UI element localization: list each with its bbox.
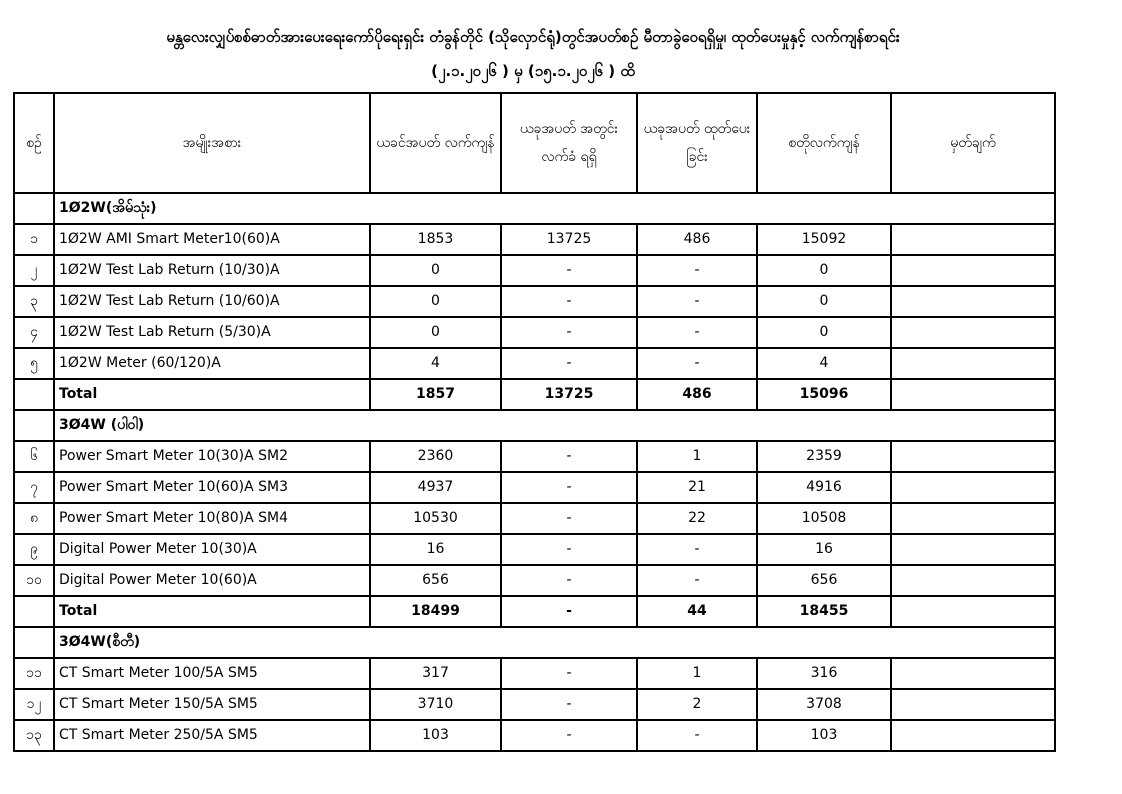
total-no-cell [14, 379, 54, 410]
issued: 21 [637, 472, 757, 503]
col-header-no: စဉ် [14, 93, 54, 193]
table-row [14, 689, 1055, 720]
row-number: ၈ [14, 503, 54, 534]
prev-balance: 3710 [370, 689, 501, 720]
store-balance: 4916 [757, 472, 891, 503]
table-row [14, 565, 1055, 596]
col-header-type: အမျိုးအစား [54, 93, 370, 193]
prev-balance: 16 [370, 534, 501, 565]
row-number: ၁၂ [14, 689, 54, 720]
total-received: 13725 [501, 379, 637, 410]
store-balance: 15092 [757, 224, 891, 255]
prev-balance: 0 [370, 317, 501, 348]
table-header-row [14, 93, 1055, 193]
document-title: မန္တလေးလျှပ်စစ်ဓာတ်အားပေးရေးကော်ပိုရေးရှင်း တံခွန်တိုင် (သိုလှောင်ရုံ)တွင်အပတ်စဉ် မီတာခွဲဝေရရှိမှု၊ ထုတ်ပေးမှုနှင့် လက်ကျန်စာရင်း [166, 28, 900, 46]
remark [891, 565, 1055, 596]
remark [891, 658, 1055, 689]
col-header-issued: ယခုအပတ် ထုတ်ပေးခြင်း [637, 93, 757, 193]
table-row [14, 348, 1055, 379]
received: - [501, 565, 637, 596]
col-header-prev-balance: ယခင်အပတ် လက်ကျန် [370, 93, 501, 193]
total-label: Total [54, 596, 370, 627]
issued: - [637, 286, 757, 317]
section-heading-row [14, 193, 1055, 224]
store-balance: 16 [757, 534, 891, 565]
total-prev-balance: 18499 [370, 596, 501, 627]
total-remark [891, 379, 1055, 410]
total-label: Total [54, 379, 370, 410]
table-row [14, 720, 1055, 751]
received: - [501, 720, 637, 751]
remark [891, 534, 1055, 565]
issued: 2 [637, 689, 757, 720]
section-no-cell [14, 410, 54, 441]
received: - [501, 534, 637, 565]
meter-type: CT Smart Meter 100/5A SM5 [54, 658, 370, 689]
issued: - [637, 534, 757, 565]
table-row [14, 224, 1055, 255]
row-number: ၉ [14, 534, 54, 565]
prev-balance: 656 [370, 565, 501, 596]
received: - [501, 503, 637, 534]
meter-type: Power Smart Meter 10(30)A SM2 [54, 441, 370, 472]
remark [891, 472, 1055, 503]
table-row [14, 503, 1055, 534]
issued: - [637, 348, 757, 379]
received: - [501, 317, 637, 348]
received: - [501, 286, 637, 317]
received: - [501, 441, 637, 472]
store-balance: 3708 [757, 689, 891, 720]
row-number: ၃ [14, 286, 54, 317]
meter-type: 1Ø2W Meter (60/120)A [54, 348, 370, 379]
remark [891, 689, 1055, 720]
remark [891, 224, 1055, 255]
meter-type: CT Smart Meter 250/5A SM5 [54, 720, 370, 751]
total-store-balance: 15096 [757, 379, 891, 410]
section-heading: 3Ø4W (ပါဝါ) [54, 410, 1055, 441]
prev-balance: 1853 [370, 224, 501, 255]
table-row [14, 286, 1055, 317]
remark [891, 255, 1055, 286]
total-row [14, 379, 1055, 410]
remark [891, 503, 1055, 534]
issued: - [637, 565, 757, 596]
meter-type: 1Ø2W Test Lab Return (5/30)A [54, 317, 370, 348]
received: 13725 [501, 224, 637, 255]
received: - [501, 472, 637, 503]
remark [891, 720, 1055, 751]
remark [891, 317, 1055, 348]
meter-type: 1Ø2W AMI Smart Meter10(60)A [54, 224, 370, 255]
store-balance: 656 [757, 565, 891, 596]
store-balance: 4 [757, 348, 891, 379]
meter-type: 1Ø2W Test Lab Return (10/30)A [54, 255, 370, 286]
store-balance: 10508 [757, 503, 891, 534]
remark [891, 348, 1055, 379]
prev-balance: 0 [370, 255, 501, 286]
received: - [501, 689, 637, 720]
row-number: ၁၃ [14, 720, 54, 751]
prev-balance: 0 [370, 286, 501, 317]
total-received: - [501, 596, 637, 627]
received: - [501, 348, 637, 379]
row-number: ၅ [14, 348, 54, 379]
issued: - [637, 720, 757, 751]
col-header-remark: မှတ်ချက် [891, 93, 1055, 193]
prev-balance: 4937 [370, 472, 501, 503]
total-row [14, 596, 1055, 627]
meter-type: Digital Power Meter 10(30)A [54, 534, 370, 565]
issued: 1 [637, 441, 757, 472]
store-balance: 103 [757, 720, 891, 751]
prev-balance: 2360 [370, 441, 501, 472]
row-number: ၂ [14, 255, 54, 286]
prev-balance: 103 [370, 720, 501, 751]
received: - [501, 658, 637, 689]
col-header-received: ယခုအပတ် အတွင်းလက်ခံ ရရှိ [501, 93, 637, 193]
meter-type: Power Smart Meter 10(80)A SM4 [54, 503, 370, 534]
section-no-cell [14, 627, 54, 658]
section-heading: 3Ø4W(စီတီ) [54, 627, 1055, 658]
store-balance: 2359 [757, 441, 891, 472]
row-number: ၁ [14, 224, 54, 255]
prev-balance: 10530 [370, 503, 501, 534]
meter-type: Digital Power Meter 10(60)A [54, 565, 370, 596]
table-row [14, 534, 1055, 565]
issued: - [637, 255, 757, 286]
store-balance: 0 [757, 317, 891, 348]
store-balance: 316 [757, 658, 891, 689]
date-range: (၂.၁.၂၀၂၆ ) မှ (၁၅.၁.၂၀၂၆ ) ထိ [431, 62, 635, 80]
prev-balance: 4 [370, 348, 501, 379]
prev-balance: 317 [370, 658, 501, 689]
received: - [501, 255, 637, 286]
table-row [14, 658, 1055, 689]
issued: 22 [637, 503, 757, 534]
meter-type: 1Ø2W Test Lab Return (10/60)A [54, 286, 370, 317]
store-balance: 0 [757, 286, 891, 317]
section-heading-row [14, 627, 1055, 658]
row-number: ၁၀ [14, 565, 54, 596]
section-no-cell [14, 193, 54, 224]
issued: 1 [637, 658, 757, 689]
inventory-table [13, 92, 1056, 752]
table-row [14, 317, 1055, 348]
remark [891, 286, 1055, 317]
table-row [14, 441, 1055, 472]
remark [891, 441, 1055, 472]
issued: - [637, 317, 757, 348]
row-number: ၆ [14, 441, 54, 472]
row-number: ၇ [14, 472, 54, 503]
total-issued: 486 [637, 379, 757, 410]
col-header-store-balance: စတိုလက်ကျန် [757, 93, 891, 193]
total-no-cell [14, 596, 54, 627]
store-balance: 0 [757, 255, 891, 286]
table-row [14, 472, 1055, 503]
row-number: ၁၁ [14, 658, 54, 689]
row-number: ၄ [14, 317, 54, 348]
total-issued: 44 [637, 596, 757, 627]
table-body [14, 193, 1055, 751]
total-remark [891, 596, 1055, 627]
issued: 486 [637, 224, 757, 255]
section-heading: 1Ø2W(အိမ်သုံး) [54, 193, 1055, 224]
total-store-balance: 18455 [757, 596, 891, 627]
table-row [14, 255, 1055, 286]
meter-type: CT Smart Meter 150/5A SM5 [54, 689, 370, 720]
meter-type: Power Smart Meter 10(60)A SM3 [54, 472, 370, 503]
section-heading-row [14, 410, 1055, 441]
total-prev-balance: 1857 [370, 379, 501, 410]
